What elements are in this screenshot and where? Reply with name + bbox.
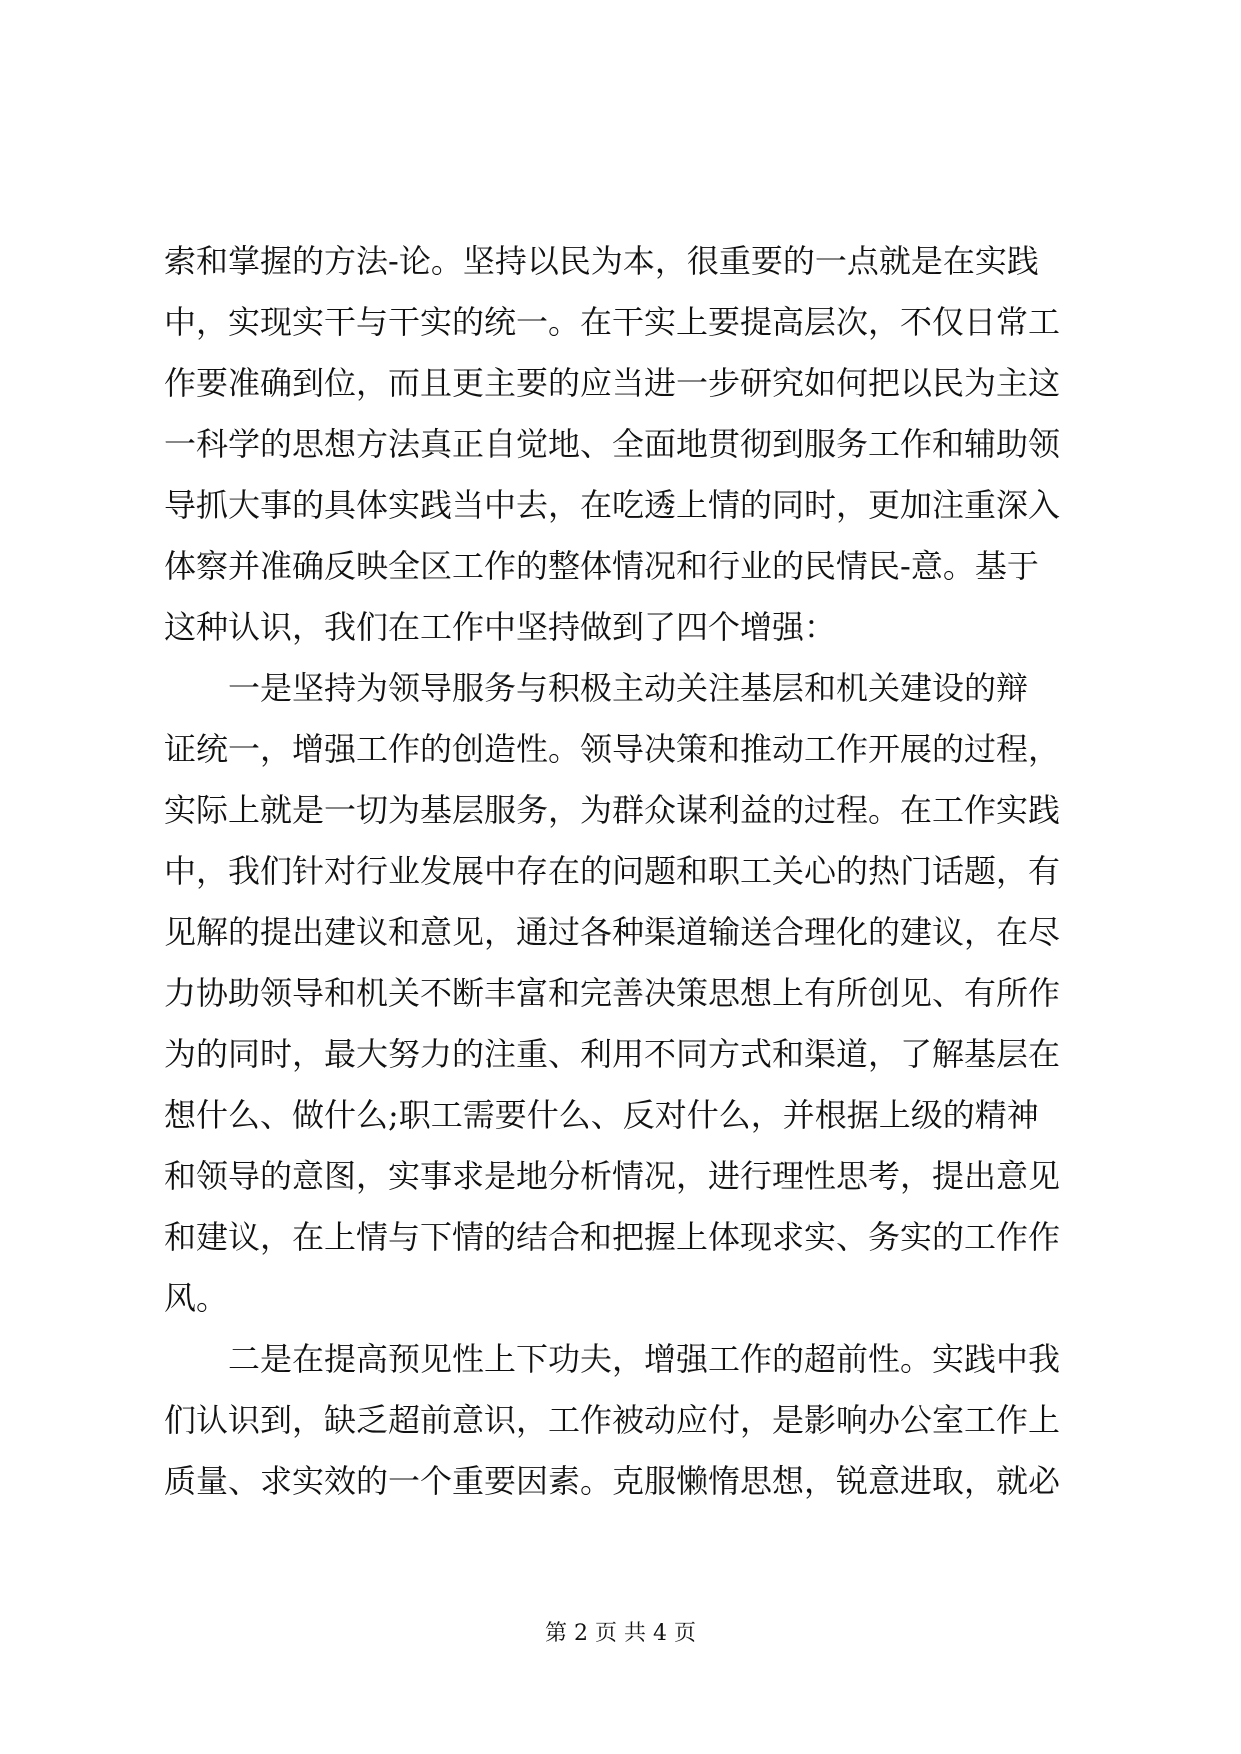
paragraph-start-line: 二是在提高预见性上下功夫，增强工作的超前性。实践中我 (228, 1340, 1061, 1378)
text-line: 导抓大事的具体实践当中去，在吃透上情的同时，更加注重深入 (164, 486, 1061, 524)
text-line: 作要准确到位，而且更主要的应当进一步研究如何把以民为主这 (164, 364, 1061, 402)
text-line: 们认识到，缺乏超前意识，工作被动应付，是影响办公室工作上 (164, 1401, 1061, 1439)
text-line: 为的同时，最大努力的注重、利用不同方式和渠道，了解基层在 (164, 1035, 1061, 1073)
text-line: 体察并准确反映全区工作的整体情况和行业的民情民-意。基于 (164, 547, 1039, 585)
text-line: 证统一，增强工作的创造性。领导决策和推动工作开展的过程， (164, 730, 1061, 768)
text-line: 风。 (164, 1279, 229, 1317)
text-line: 中，我们针对行业发展中存在的问题和职工关心的热门话题，有 (164, 852, 1061, 890)
page-number-footer: 第 2 页 共 4 页 (545, 1621, 696, 1646)
body-text (164, 231, 1084, 1512)
text-line: 这种认识，我们在工作中坚持做到了四个增强： (164, 608, 837, 646)
text-line: 见解的提出建议和意见，通过各种渠道输送合理化的建议，在尽 (164, 913, 1061, 951)
text-line: 索和掌握的方法-论。坚持以民为本，很重要的一点就是在实践 (164, 242, 1039, 280)
text-line: 力协助领导和机关不断丰富和完善决策思想上有所创见、有所作 (164, 974, 1061, 1012)
text-line: 和领导的意图，实事求是地分析情况，进行理性思考，提出意见 (164, 1157, 1061, 1195)
paragraph-start-line: 一是坚持为领导服务与积极主动关注基层和机关建设的辩 (228, 669, 1029, 707)
text-line: 中，实现实干与干实的统一。在干实上要提高层次，不仅日常工 (164, 303, 1061, 341)
text-line: 质量、求实效的一个重要因素。克服懒惰思想，锐意进取，就必 (164, 1462, 1061, 1500)
text-line: 一科学的思想方法真正自觉地、全面地贯彻到服务工作和辅助领 (164, 425, 1061, 463)
text-line: 和建议，在上情与下情的结合和把握上体现求实、务实的工作作 (164, 1218, 1061, 1256)
text-line: 想什么、做什么;职工需要什么、反对什么，并根据上级的精神 (164, 1096, 1039, 1134)
text-line: 实际上就是一切为基层服务，为群众谋利益的过程。在工作实践 (164, 791, 1061, 829)
